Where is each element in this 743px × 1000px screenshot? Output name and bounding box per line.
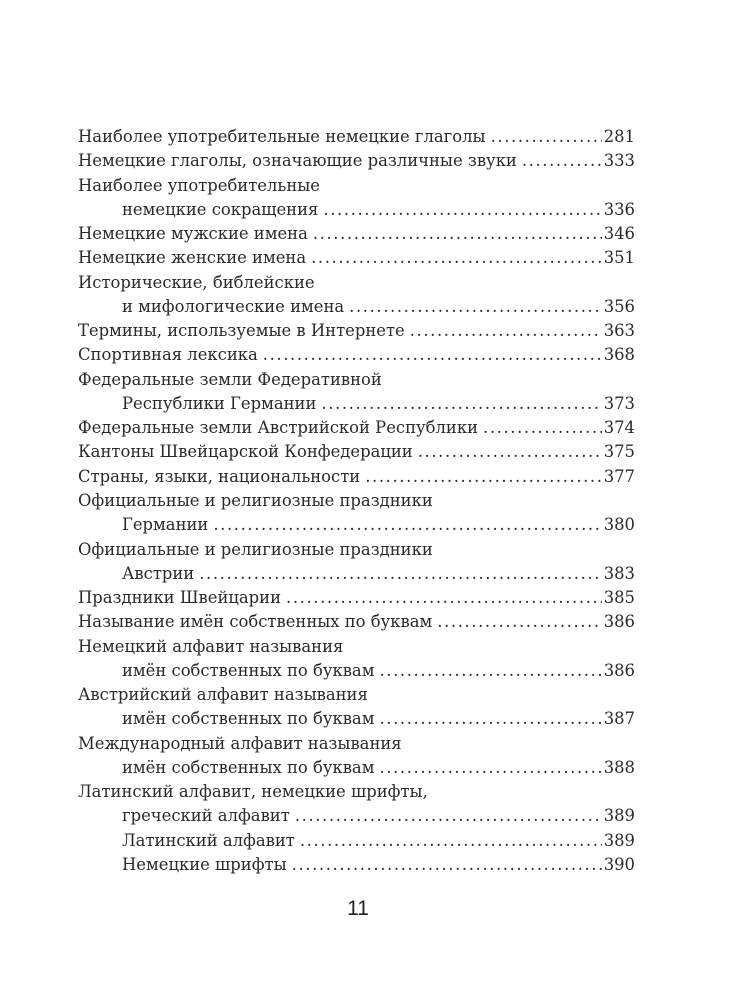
toc-entry-title: Немецкие женские имена xyxy=(78,248,307,268)
toc-entry-page: 363 xyxy=(603,321,635,341)
toc-entry xyxy=(78,635,635,659)
toc-entry-title: Официальные и религиозные праздники xyxy=(78,539,433,559)
toc-entry-title: Страны, языки, национальности xyxy=(78,466,361,486)
toc-entry-page: 377 xyxy=(603,466,635,486)
toc-entry-title: Праздники Швейцарии xyxy=(78,588,282,608)
toc-entry-page: 383 xyxy=(603,563,635,583)
toc-entry xyxy=(78,295,635,319)
toc-entry xyxy=(78,174,635,198)
toc-entry-title: Исторические, библейские xyxy=(78,272,315,292)
table-of-contents xyxy=(78,125,635,877)
dot-leader xyxy=(437,610,601,634)
dot-leader xyxy=(483,416,602,440)
toc-entry xyxy=(78,271,635,295)
toc-entry xyxy=(78,149,635,173)
dot-leader xyxy=(263,343,602,367)
toc-entry-page: 385 xyxy=(603,588,635,608)
toc-entry xyxy=(78,440,635,464)
dot-leader xyxy=(300,829,602,853)
dot-leader xyxy=(323,198,601,222)
toc-entry-page: 390 xyxy=(603,854,635,874)
toc-entry-title: Наиболее употребительные немецкие глаголы xyxy=(78,127,486,146)
toc-entry-page: 389 xyxy=(603,806,635,826)
toc-entry-title: Спортивная лексика xyxy=(78,345,258,365)
dot-leader xyxy=(292,853,602,877)
dot-leader xyxy=(522,149,602,173)
dot-leader xyxy=(349,295,602,319)
toc-entry xyxy=(78,538,635,562)
toc-entry-title: Немецкий алфавит называния xyxy=(78,636,344,656)
toc-entry xyxy=(78,416,635,440)
toc-entry xyxy=(78,125,635,149)
dot-leader xyxy=(286,586,602,610)
toc-entry xyxy=(78,804,635,828)
toc-entry xyxy=(78,368,635,392)
toc-entry xyxy=(78,732,635,756)
toc-entry xyxy=(78,198,635,222)
toc-entry-page: 346 xyxy=(603,224,635,244)
dot-leader xyxy=(311,246,602,270)
toc-entry-page: 333 xyxy=(603,151,635,171)
toc-entry xyxy=(78,343,635,367)
toc-entry-title: Германии xyxy=(122,515,209,535)
toc-entry xyxy=(78,222,635,246)
toc-entry-page: 386 xyxy=(603,612,635,632)
dot-leader xyxy=(379,659,601,683)
toc-entry xyxy=(78,319,635,343)
dot-leader xyxy=(199,562,601,586)
toc-entry-page: 389 xyxy=(603,830,635,850)
toc-entry xyxy=(78,780,635,804)
dot-leader xyxy=(491,125,602,149)
toc-entry xyxy=(78,562,635,586)
toc-entry-page: 380 xyxy=(603,515,635,535)
dot-leader xyxy=(379,707,601,731)
toc-entry-title: Австрии xyxy=(122,563,195,583)
toc-entry-page: 281 xyxy=(603,127,635,146)
toc-entry-title: Республики Германии xyxy=(122,393,317,413)
dot-leader xyxy=(410,319,602,343)
toc-entry-page: 336 xyxy=(603,199,635,219)
dot-leader xyxy=(418,440,602,464)
toc-entry-title: имён собственных по буквам xyxy=(122,660,375,680)
toc-entry xyxy=(78,829,635,853)
toc-entry-title: Федеральные земли Австрийской Республики xyxy=(78,418,479,438)
toc-entry-page: 387 xyxy=(603,709,635,729)
toc-entry xyxy=(78,489,635,513)
toc-entry xyxy=(78,465,635,489)
toc-entry-title: Кантоны Швейцарской Конфедерации xyxy=(78,442,413,462)
toc-entry-page: 386 xyxy=(603,660,635,680)
toc-entry-title: Латинский алфавит, немецкие шрифты, xyxy=(78,782,428,802)
toc-entry-title: Австрийский алфавит называния xyxy=(78,685,368,705)
toc-entry-title: Наиболее употребительные xyxy=(78,175,321,195)
toc-entry xyxy=(78,659,635,683)
toc-entry-title: Международный алфавит называния xyxy=(78,733,402,753)
toc-entry-title: Немецкие мужские имена xyxy=(78,224,308,244)
toc-entry-title: и мифологические имена xyxy=(122,296,345,316)
toc-entry-page: 375 xyxy=(603,442,635,462)
toc-entry-page: 351 xyxy=(603,248,635,268)
dot-leader xyxy=(313,222,602,246)
toc-entry xyxy=(78,707,635,731)
toc-entry-page: 373 xyxy=(603,393,635,413)
toc-entry-page: 374 xyxy=(603,418,635,438)
toc-entry xyxy=(78,853,635,877)
toc-entry xyxy=(78,392,635,416)
toc-entry-title: Термины, используемые в Интернете xyxy=(78,321,405,341)
toc-entry xyxy=(78,756,635,780)
toc-entry-title: Немецкие шрифты xyxy=(122,854,287,874)
toc-entry-page: 368 xyxy=(603,345,635,365)
toc-entry-title: имён собственных по буквам xyxy=(122,757,375,777)
toc-entry xyxy=(78,586,635,610)
toc-entry-page: 388 xyxy=(603,757,635,777)
dot-leader xyxy=(295,804,602,828)
toc-entry-page: 356 xyxy=(603,296,635,316)
toc-entry-title: Называние имён собственных по буквам xyxy=(78,612,433,632)
toc-entry-title: имён собственных по буквам xyxy=(122,709,375,729)
toc-entry-title: греческий алфавит xyxy=(122,806,290,826)
toc-entry-title: Немецкие глаголы, означающие различные звуки xyxy=(78,151,517,171)
toc-entry xyxy=(78,610,635,634)
dot-leader xyxy=(379,756,601,780)
toc-entry-title: Латинский алфавит xyxy=(122,830,295,850)
toc-entry-title: немецкие сокращения xyxy=(122,199,319,219)
toc-entry-title: Официальные и религиозные праздники xyxy=(78,490,433,510)
toc-entry xyxy=(78,246,635,270)
toc-entry xyxy=(78,683,635,707)
toc-entry-title: Федеральные земли Федеративной xyxy=(78,369,382,389)
page-number: 11 xyxy=(347,897,369,920)
toc-entry xyxy=(78,513,635,537)
dot-leader xyxy=(321,392,601,416)
dot-leader xyxy=(213,513,601,537)
dot-leader xyxy=(365,465,602,489)
